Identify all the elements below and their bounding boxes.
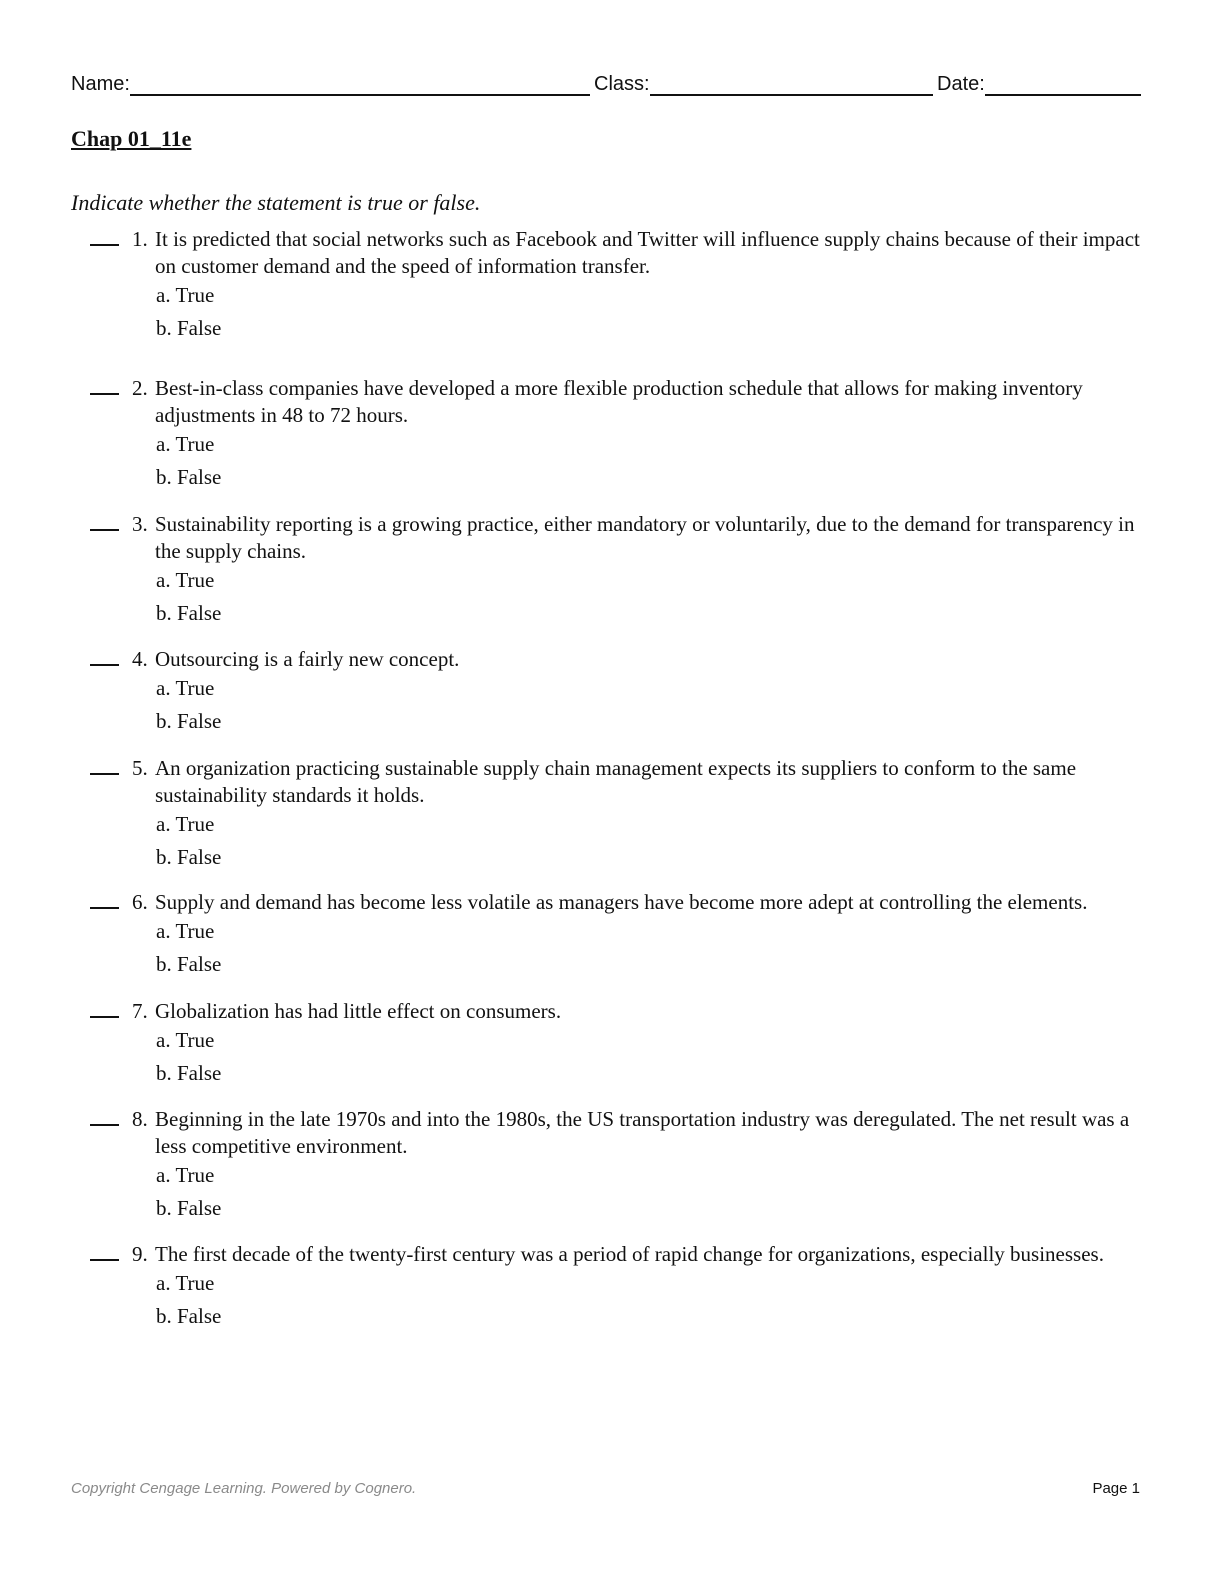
option-true: a. True [156, 1271, 215, 1295]
question-text: Outsourcing is a fairly new concept. [155, 647, 460, 671]
question-number: 7. [132, 999, 148, 1023]
question-number: 8. [132, 1107, 148, 1131]
copyright-footer: Copyright Cengage Learning. Powered by Cognero. [71, 1480, 417, 1497]
answer-blank[interactable] [90, 1124, 119, 1126]
option-true: a. True [156, 568, 215, 592]
option-true: a. True [156, 1028, 215, 1052]
question-text: An organization practicing sustainable supply chain management expects its suppliers to conform to the same sustainability standards it holds. [155, 756, 1077, 807]
name-label: Name: [71, 73, 130, 95]
question-text: Supply and demand has become less volatile as managers have become more adept at controlling the elements. [155, 890, 1088, 914]
header-fields [71, 70, 1141, 100]
question-number: 3. [132, 512, 148, 536]
name-field [71, 70, 590, 96]
question-text: Sustainability reporting is a growing practice, either mandatory or voluntarily, due to the demand for transparency in the supply chains. [155, 512, 1135, 563]
class-blank-line[interactable] [650, 70, 933, 96]
option-false: b. False [156, 1304, 222, 1328]
date-field [937, 70, 1141, 96]
question-number: 9. [132, 1242, 148, 1266]
answer-blank[interactable] [90, 907, 119, 909]
option-true: a. True [156, 1163, 215, 1187]
question-number: 5. [132, 756, 148, 780]
option-false: b. False [156, 1196, 222, 1220]
option-false: b. False [156, 316, 222, 340]
answer-blank[interactable] [90, 529, 119, 531]
question-text: It is predicted that social networks such as Facebook and Twitter will influence supply chains because of their impact on customer demand and the speed of information transfer. [155, 227, 1140, 278]
name-blank-line[interactable] [130, 70, 590, 96]
answer-blank[interactable] [90, 1259, 119, 1261]
option-true: a. True [156, 812, 215, 836]
option-false: b. False [156, 709, 222, 733]
question-number: 4. [132, 647, 148, 671]
question-text: The first decade of the twenty-first century was a period of rapid change for organizations, especially businesses. [155, 1242, 1104, 1266]
date-blank-line[interactable] [985, 70, 1141, 96]
option-false: b. False [156, 845, 222, 869]
answer-blank[interactable] [90, 1016, 119, 1018]
class-label: Class: [594, 73, 650, 95]
option-true: a. True [156, 432, 215, 456]
option-true: a. True [156, 676, 215, 700]
answer-blank[interactable] [90, 773, 119, 775]
question-number: 1. [132, 227, 148, 251]
chapter-title: Chap 01_11e [71, 126, 192, 151]
option-true: a. True [156, 919, 215, 943]
option-false: b. False [156, 1061, 222, 1085]
question-text: Globalization has had little effect on consumers. [155, 999, 562, 1023]
page-number: Page 1 [1092, 1480, 1140, 1497]
instructions: Indicate whether the statement is true or false. [71, 190, 481, 215]
answer-blank[interactable] [90, 664, 119, 666]
question-number: 2. [132, 376, 148, 400]
option-true: a. True [156, 283, 215, 307]
answer-blank[interactable] [90, 393, 119, 395]
question-number: 6. [132, 890, 148, 914]
answer-blank[interactable] [90, 244, 119, 246]
date-label: Date: [937, 73, 985, 95]
question-text: Best-in-class companies have developed a more flexible production schedule that allows for making inventory adjustments in 48 to 72 hours. [155, 376, 1083, 427]
class-field [594, 70, 933, 96]
question-text: Beginning in the late 1970s and into the 1980s, the US transportation industry was deregulated. The net result was a less competitive environment. [155, 1107, 1130, 1158]
option-false: b. False [156, 952, 222, 976]
option-false: b. False [156, 465, 222, 489]
option-false: b. False [156, 601, 222, 625]
